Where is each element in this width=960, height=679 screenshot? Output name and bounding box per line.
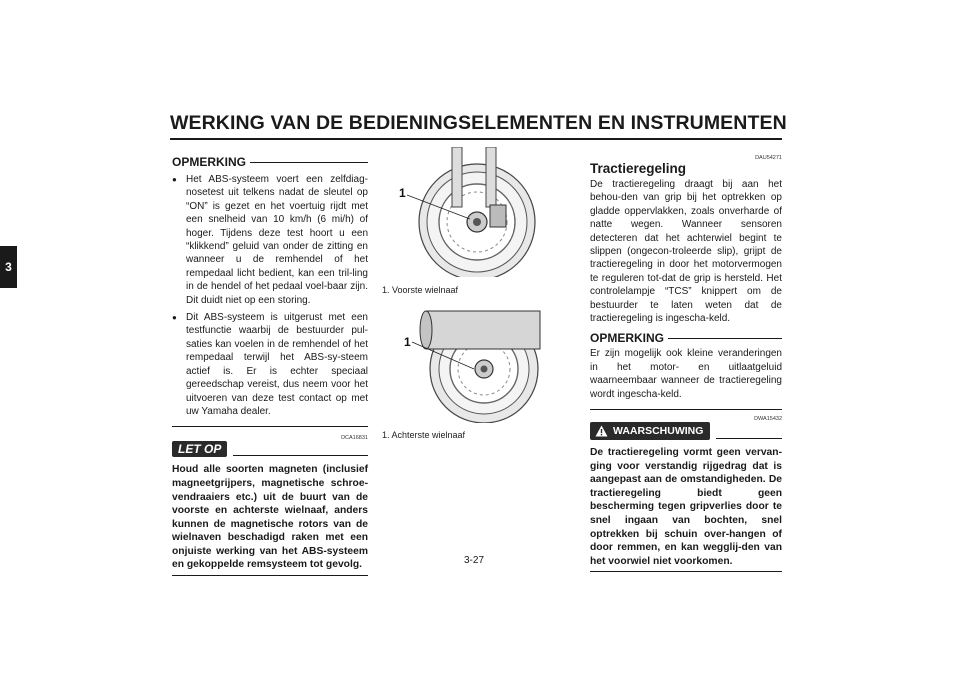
list-item: ● Dit ABS-systeem is uitgerust met een testfunctie waarbij de bestuurder pul-saties kan voelen in de remhendel of het rempedaal terwijl het ABS-sy-steem actief is. Er is echter speciaal gereedschap vereist, dus neem voor het uitvoeren van deze test contact op met uw Yamaha dealer. <box>172 312 368 417</box>
warning-triangle-icon <box>595 425 608 437</box>
section-divider <box>172 575 368 576</box>
page-title: WERKING VAN DE BEDIENINGSELEMENTEN EN INSTRUMENTEN <box>170 112 787 134</box>
section-text: De tractieregeling draagt bij aan het behou-den van grip bij het optrekken op gladde oppervlakken, zoals onverharde of natte wegen. Wanneer sensoren detecteren dat het achterwiel begint te slippen (ongecon-troleerde slip), grijpt de tractieregeling in door het motorvermogen te reguleren tot-dat de grip is hersteld. Het controlelampje “TCS” knippert om de bestuurder te laten weten dat de tractieregeling is ingescha-keld. <box>590 179 782 325</box>
caution-code: DCA16831 <box>341 435 368 442</box>
list-item: ● Het ABS-systeem voert een zelfdiag-nosetest uit telkens nadat de sleutel op “ON” is gezet en het voertuig rijdt met een snelheid van 10 km/h (6 mi/h) of hoger. Tijdens deze test hoort u een “klikkend” geluid van onder de zitting en wanneer u de remhendel of het rempedaal licht bedient, kan een tril-ling in de hendel of het pedaal voel-baar zijn. Dit duidt niet op een storing. <box>172 174 368 306</box>
bullet-icon: ● <box>172 313 177 323</box>
callout-number: 1 <box>399 186 406 200</box>
front-wheel-illustration <box>382 147 552 277</box>
warning-header <box>590 422 782 440</box>
warning-code: DWA15432 <box>754 416 782 423</box>
rear-wheel-illustration <box>382 305 552 423</box>
warning-label: WAARSCHUWING <box>590 422 710 440</box>
section-divider <box>172 426 368 427</box>
caution-text: Houd alle soorten magneten (inclusief magneetgrijpers, magnetische schroe-vendraaiers etc.) uit de buurt van de voorste en achterste wielnaaf, anders kunnen de magnetische rotors van de wielnaven beschadigd raken met een onjuiste werking van het ABS-systeem en gekoppelde remsysteem tot gevolg. <box>172 464 368 571</box>
front-wheel-hub-figure <box>382 147 552 277</box>
bullet-icon: ● <box>172 175 177 184</box>
column-left <box>172 155 368 576</box>
title-rule <box>170 138 782 140</box>
section-divider <box>590 409 782 410</box>
figure-caption: 1. Voorste wielnaaf <box>382 285 459 295</box>
note-heading: OPMERKING <box>172 155 368 169</box>
page-number: 3-27 <box>464 555 485 566</box>
section-heading: Tractieregeling <box>590 161 687 176</box>
section-code: DAU54271 <box>755 155 782 161</box>
caution-label: LET OP <box>172 441 227 457</box>
callout-number: 1 <box>404 335 411 349</box>
caution-header <box>172 441 368 457</box>
note-heading: OPMERKING <box>590 331 782 345</box>
figure-caption: 1. Achterste wielnaaf <box>382 430 466 440</box>
chapter-tab: 3 <box>0 246 17 288</box>
column-right <box>590 155 782 572</box>
note-text: Er zijn mogelijk ook kleine veranderingen in het motor- en uitlaatgeluid waarneembaar wanneer de tractieregeling wordt ingescha-keld. <box>590 348 782 400</box>
warning-text: De tractieregeling vormt geen vervan-ging voor verstandig rijgedrag dat is aangepast aan de omstandigheden. De tractieregeling biedt geen bescherming tegen gripverlies door te snel ingaan van bochten, snel optrekken bij schuin over-hangen of door remmen, en kan wegglij-den van het voorwiel niet voorkomen. <box>590 447 782 567</box>
rear-wheel-hub-figure <box>382 305 552 423</box>
section-divider <box>590 571 782 572</box>
